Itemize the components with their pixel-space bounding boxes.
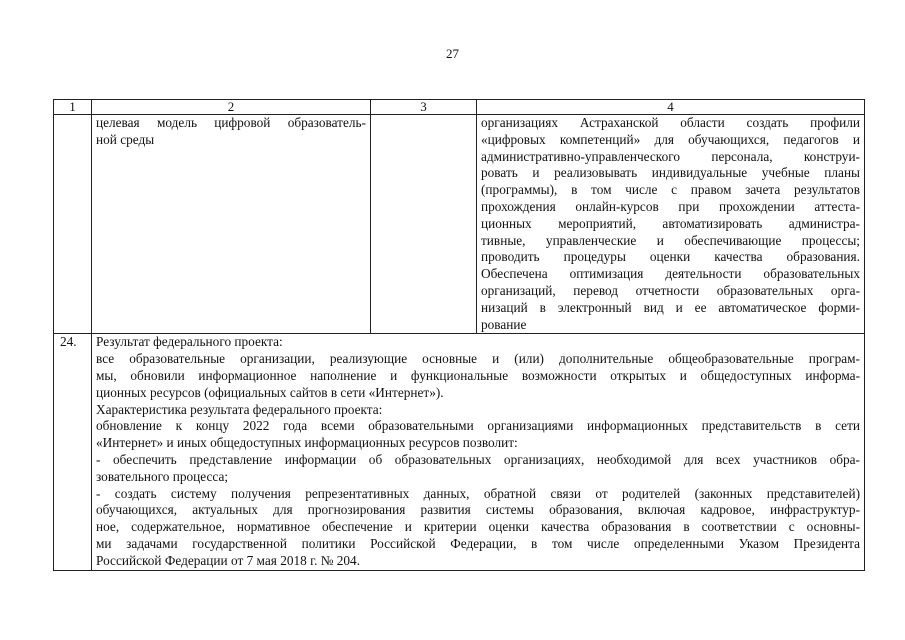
text-line: Российской Федерации от 7 мая 2018 г. № 204. bbox=[96, 552, 361, 568]
text-line: Обеспечена оптимизация деятельности образовательных bbox=[481, 266, 860, 282]
header-col-2: 2 bbox=[92, 100, 371, 115]
text-line: Результат федерального проекта: bbox=[96, 334, 283, 350]
text-line: низаций в электронный вид и ее автоматическое форми- bbox=[481, 299, 860, 315]
text-line: обновление к концу 2022 года всеми образовательными организациями информационных представительств в сети bbox=[96, 418, 860, 434]
text-line: проводить процедуры оценки качества образования. bbox=[481, 249, 860, 265]
text-line: рование bbox=[481, 316, 527, 332]
text-line: - создать систему получения репрезентативных данных, обратной связи от родителей (законных представителей) bbox=[96, 485, 860, 501]
text-line: ционных ресурсов (официальных сайтов в сети «Интернет»). bbox=[96, 384, 444, 400]
text-line: - обеспечить представление информации об образовательных организациях, необходимой для всех участников обра- bbox=[96, 451, 860, 467]
text-line: административно-управленческого персонала, конструи- bbox=[481, 148, 860, 164]
text-line: целевая модель цифровой образователь- bbox=[96, 115, 366, 130]
text-line: «Интернет» и иных общедоступных информационных ресурсов позволит: bbox=[96, 435, 518, 451]
text-line: тивные, управленческие и обеспечивающие процессы; bbox=[481, 232, 860, 248]
text-line: организаций, перевод отчетности образовательных орга- bbox=[481, 282, 860, 298]
row-merged-cell bbox=[92, 334, 865, 570]
row-col3-cell bbox=[371, 115, 477, 334]
text-line: ное, содержательное, нормативное обеспечение и критерии оценки качества образования в соответствии с основны- bbox=[96, 519, 860, 535]
header-col-4: 4 bbox=[477, 100, 865, 115]
text-line: все образовательные организации, реализующие основные и (или) дополнительные общеобразовательные програм- bbox=[96, 351, 860, 367]
page-number: 27 bbox=[446, 46, 459, 61]
text-line: ровать и реализовывать индивидуальные учебные планы bbox=[481, 165, 860, 181]
text-line: прохождения онлайн-курсов при прохождении аттеста- bbox=[481, 198, 860, 214]
table-row bbox=[54, 115, 865, 334]
row-description-cell bbox=[477, 115, 865, 334]
table-header-row bbox=[54, 100, 865, 115]
text-line: (программы), в том числе с правом зачета результатов bbox=[481, 182, 860, 198]
row-number-cell bbox=[54, 115, 92, 334]
text-line: обучающихся, актуальных для прогнозирования развития системы образования, включая кадровое, инфраструктур- bbox=[96, 502, 860, 518]
row-name-cell bbox=[92, 115, 371, 334]
header-col-1: 1 bbox=[54, 100, 92, 115]
text-line: ной среды bbox=[96, 131, 155, 147]
text-line: мы, обновили информационное наполнение и функциональные возможности открытых и общедоступных информа- bbox=[96, 367, 860, 383]
document-table bbox=[53, 99, 865, 571]
text-line: организациях Астраханской области создать профили bbox=[481, 115, 860, 130]
text-line: «цифровых компетенций» для обучающихся, педагогов и bbox=[481, 131, 860, 147]
table-row bbox=[54, 334, 865, 570]
text-line: ми задачами государственной политики Российской Федерации, в том числе определенными Указом Президента bbox=[96, 535, 860, 551]
header-col-3: 3 bbox=[371, 100, 477, 115]
text-line: Характеристика результата федерального проекта: bbox=[96, 401, 383, 417]
row-number-cell: 24. bbox=[54, 334, 92, 570]
text-line: зовательного процесса; bbox=[96, 468, 229, 484]
text-line: ционных мероприятий, автоматизировать администра- bbox=[481, 215, 860, 231]
